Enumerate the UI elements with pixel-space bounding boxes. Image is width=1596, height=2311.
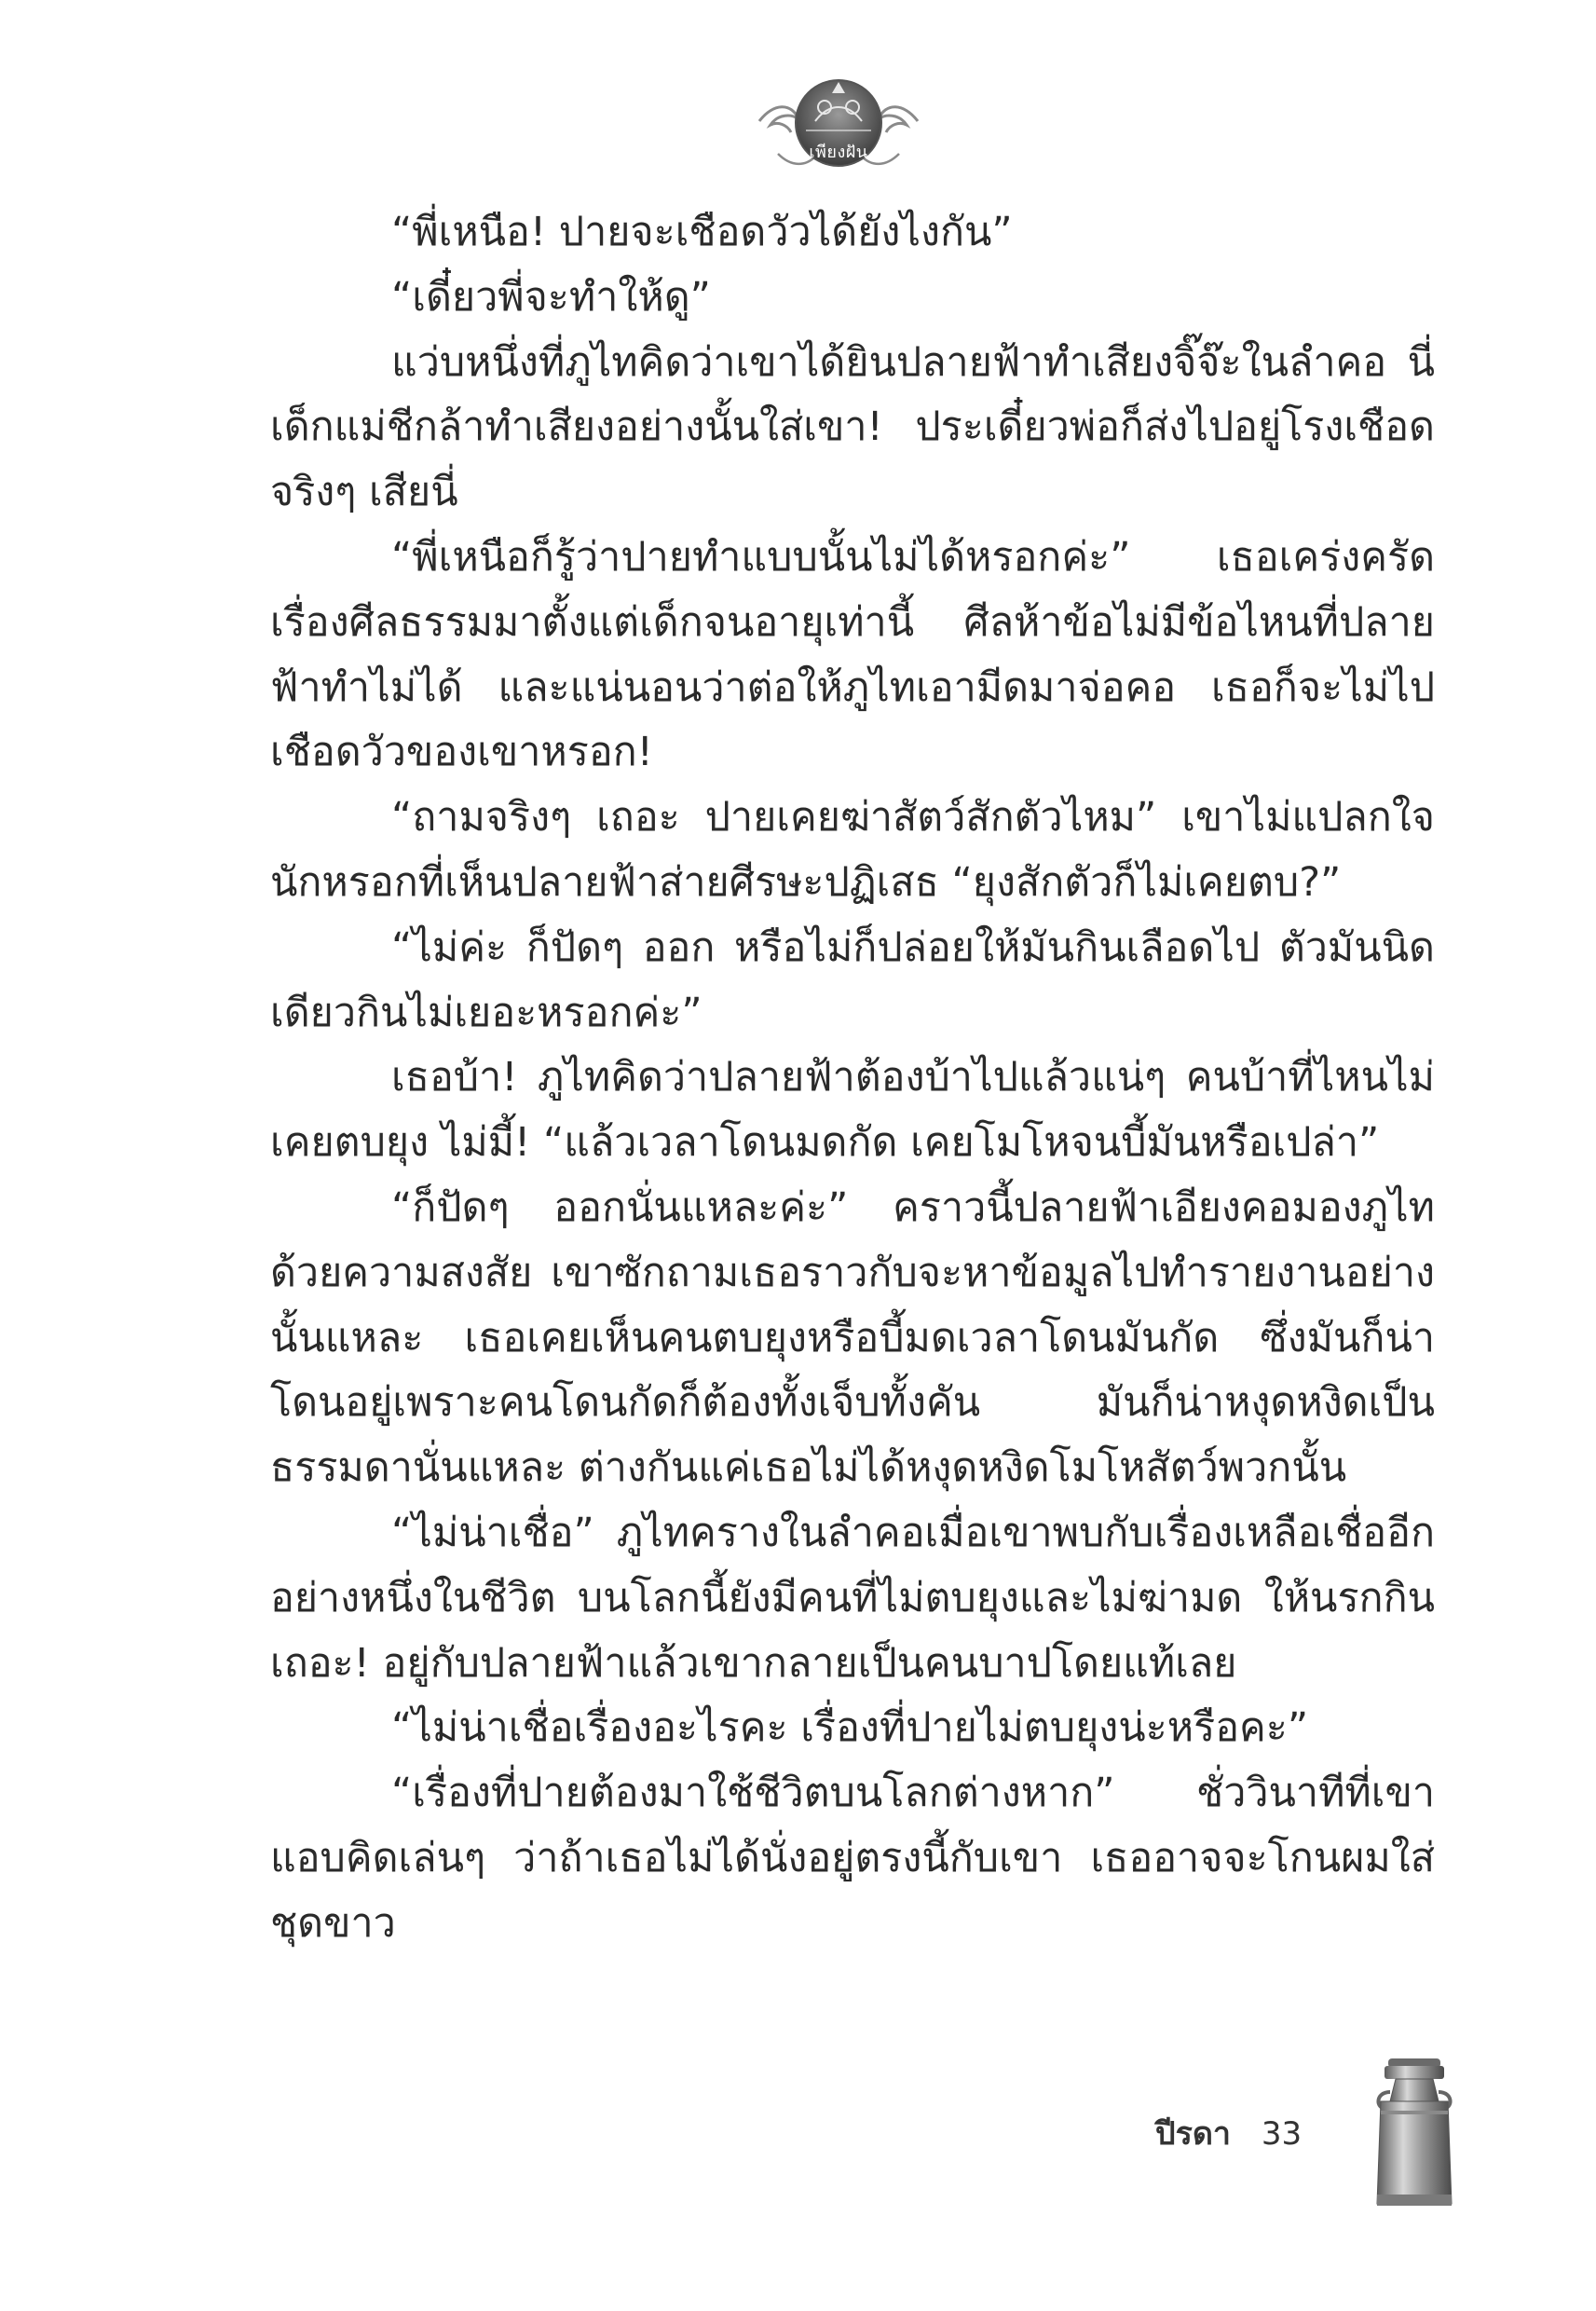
paragraph-9: “ไม่น่าเชื่อ” ภูไทครางในลำคอเมื่อเขาพบกับเรื่องเหลือเชื่ออีกอย่างหนึ่งในชีวิต บนโลกนี้ยังมีคนที่ไม่ตบยุงและไม่ฆ่ามด ให้นรกกินเถอะ! อยู่กับปลายฟ้าแล้วเขากลายเป็นคนบาปโดยแท้เลย <box>270 1509 1435 1687</box>
page-footer <box>1155 2108 1302 2158</box>
paragraph-3: แว่บหนึ่งที่ภูไทคิดว่าเขาได้ยินปลายฟ้าทำเสียงจิ๊จ๊ะในลำคอ นี่เด็กแม่ชีกล้าทำเสียงอย่างนั้นใส่เขา! ประเดี๋ยวพ่อก็ส่งไปอยู่โรงเชือดจริงๆ เสียนี่ <box>270 338 1435 516</box>
paragraph-10: “ไม่น่าเชื่อเรื่องอะไรคะ เรื่องที่ปายไม่ตบยุงน่ะหรือคะ” <box>391 1704 1309 1752</box>
paragraph-11: “เรื่องที่ปายต้องมาใช้ชีวิตบนโลกต่างหาก” ชั่ววินาทีที่เขาแอบคิดเล่นๆ ว่าถ้าเธอไม่ได้นั่งอยู่ตรงนี้กับเขา เธออาจจะโกนผมใส่ชุดขาว <box>270 1770 1435 1947</box>
paragraph-6: “ไม่ค่ะ ก็ปัดๆ ออก หรือไม่ก็ปล่อยให้มันกินเลือดไป ตัวมันนิดเดียวกินไม่เยอะหรอกค่ะ” <box>270 923 1435 1036</box>
paragraph-1: “พี่เหนือ! ปายจะเชือดวัวได้ยังไงกัน” <box>391 209 1013 255</box>
paragraph-5: “ถามจริงๆ เถอะ ปายเคยฆ่าสัตว์สักตัวไหม” เขาไม่แปลกใจนักหรอกที่เห็นปลายฟ้าส่ายศีรษะปฏิเสธ “ยุงสักตัวก็ไม่เคยตบ?” <box>270 794 1435 906</box>
paragraph-2: “เดี๋ยวพี่จะทำให้ดู” <box>391 273 711 321</box>
page-number: 33 <box>1261 2115 1303 2153</box>
header-emblem <box>750 65 927 177</box>
paragraph-7: เธอบ้า! ภูไทคิดว่าปลายฟ้าต้องบ้าไปแล้วแน่ๆ คนบ้าที่ไหนไม่เคยตบยุง ไม่มี้! “แล้วเวลาโดนมดกัด เคยโมโหจนบี้มันหรือเปล่า” <box>270 1054 1435 1167</box>
body-text <box>270 200 1435 1957</box>
book-title: ปีรดา <box>1155 2115 1232 2153</box>
paragraph-8: “ก็ปัดๆ ออกนั่นแหละค่ะ” คราวนี้ปลายฟ้าเอียงคอมองภูไทด้วยความสงสัย เขาซักถามเธอราวกับจะหาข้อมูลไปทำรายงานอย่างนั้นแหละ เธอเคยเห็นคนตบยุงหรือบี้มดเวลาโดนมันกัด ซึ่งมันก็น่าโดนอยู่เพราะคนโดนกัดก็ต้องทั้งเจ็บทั้งคัน มันก็น่าหงุดหงิดเป็นธรรมดานั่นแหละ ต่างกันแค่เธอไม่ได้หงุดหงิดโมโหสัตว์พวกนั้น <box>270 1183 1435 1492</box>
milk-can-icon <box>1368 2055 1461 2213</box>
paragraph-4: “พี่เหนือก็รู้ว่าปายทำแบบนั้นไม่ได้หรอกค่ะ” เธอเคร่งครัดเรื่องศีลธรรมมาตั้งแต่เด็กจนอายุเท่านี้ ศีลห้าข้อไม่มีข้อไหนที่ปลายฟ้าทำไม่ได้ และแน่นอนว่าต่อให้ภูไทเอามีดมาจ่อคอ เธอก็จะไม่ไปเชือดวัวของเขาหรอก! <box>270 533 1435 776</box>
emblem-text: เพียงฝัน <box>809 143 868 162</box>
